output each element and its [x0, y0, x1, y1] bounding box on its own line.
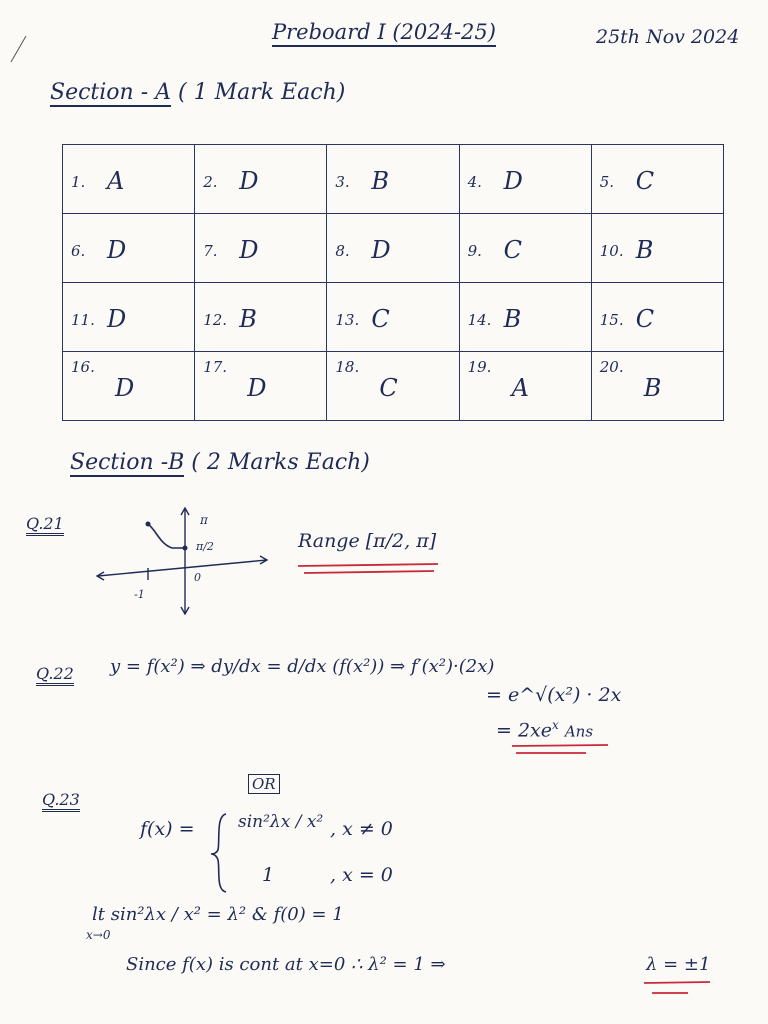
- answer-cell: [195, 214, 327, 283]
- question-number: 17.: [203, 358, 228, 376]
- question-number: 7.: [203, 242, 218, 260]
- q21-label: Q.21: [26, 514, 64, 533]
- page-title: Preboard I (2024-25): [272, 20, 496, 47]
- question-number: 20.: [599, 358, 624, 376]
- since-line: Since f(x) is cont at x=0 ∴ λ² = 1 ⇒: [126, 954, 446, 975]
- section-b-heading: [70, 450, 370, 475]
- brace-path: [211, 814, 226, 892]
- question-number: 19.: [467, 358, 492, 376]
- red-underline: [304, 571, 434, 573]
- label-origin: 0: [194, 571, 201, 584]
- section-b-note: ( 2 Marks Each): [191, 450, 370, 475]
- final-answer-underline: [640, 978, 720, 1002]
- answer-letter: D: [239, 236, 259, 264]
- question-number: 6.: [71, 242, 86, 260]
- answer-cell: [459, 214, 591, 283]
- red-underline: [512, 745, 608, 746]
- answer-cell: [591, 214, 723, 283]
- section-a-note: ( 1 Mark Each): [178, 80, 346, 105]
- answer-letter: A: [107, 167, 125, 195]
- q23-label: Q.23: [42, 790, 80, 809]
- q22-result: = 2xe: [496, 719, 553, 742]
- check-mark: [11, 36, 27, 62]
- curve-endpoint: [146, 522, 151, 527]
- q21-range: Range [π/2, π]: [298, 530, 437, 552]
- answer-cell: [195, 145, 327, 214]
- question-number: 8.: [335, 242, 350, 260]
- answer-cell: [195, 352, 327, 421]
- question-number: 15.: [599, 311, 624, 329]
- answer-letter: D: [503, 167, 523, 195]
- section-a-title: Section - A: [50, 80, 172, 105]
- answer-letter: B: [503, 305, 522, 333]
- question-number: 11.: [71, 311, 95, 329]
- answer-table: [62, 144, 724, 421]
- section-a-heading: [50, 80, 345, 105]
- answer-letter: A: [511, 374, 529, 402]
- case-1-expr: sin²λx / x²: [238, 812, 324, 832]
- curve-endpoint: [183, 546, 188, 551]
- answer-letter: C: [371, 305, 390, 333]
- answer-letter: B: [371, 167, 390, 195]
- answer-letter: D: [107, 305, 127, 333]
- answer-cell: [327, 283, 459, 352]
- label-pi-half: π/2: [196, 540, 214, 553]
- label-pi: π: [200, 513, 208, 527]
- final-answer: λ = ±1: [646, 954, 711, 975]
- question-number: 13.: [335, 311, 360, 329]
- answer-letter: B: [239, 305, 257, 333]
- answer-cell: [63, 145, 195, 214]
- question-number: 18.: [335, 358, 360, 376]
- red-underline: [644, 982, 710, 983]
- answer-cell: [63, 214, 195, 283]
- q22-answer-underline: [508, 740, 618, 760]
- answer-letter: C: [635, 305, 655, 333]
- q22-ans-label: Ans: [564, 722, 594, 741]
- question-number: 3.: [335, 173, 350, 191]
- answer-cell: [327, 145, 459, 214]
- question-number: 14.: [467, 311, 492, 329]
- question-number: 1.: [71, 173, 86, 191]
- answer-letter: D: [107, 236, 127, 264]
- q22-line-3: [496, 718, 593, 741]
- answer-letter: C: [503, 236, 522, 264]
- answer-cell: [327, 214, 459, 283]
- answer-cell: [591, 283, 723, 352]
- section-b-title: Section -B: [70, 450, 185, 475]
- case-1-condition: , x ≠ 0: [330, 818, 393, 840]
- answer-cell: [459, 352, 591, 421]
- question-number: 10.: [599, 242, 624, 260]
- answer-cell: [591, 145, 723, 214]
- answer-cell: [591, 352, 723, 421]
- answer-letter: C: [379, 374, 398, 402]
- q22-label: Q.22: [36, 664, 74, 683]
- answer-cell: [63, 352, 195, 421]
- q22-line-1: y = f(x²) ⇒ dy/dx = d/dx (f(x²)) ⇒ f′(x²)·(2x): [110, 656, 495, 677]
- answer-cell: [63, 283, 195, 352]
- case-2-expr: 1: [262, 864, 275, 886]
- exam-date: 25th Nov 2024: [596, 26, 740, 48]
- question-number: 2.: [203, 173, 218, 191]
- answer-letter: C: [635, 167, 655, 195]
- limit-subscript: x→0: [86, 928, 111, 942]
- answer-letter: B: [635, 236, 654, 264]
- curve: [148, 524, 185, 548]
- question-number: 4.: [467, 173, 482, 191]
- question-number: 9.: [467, 242, 482, 260]
- x-axis-line: [98, 560, 267, 576]
- question-number: 16.: [71, 358, 95, 376]
- red-underline: [298, 564, 438, 566]
- answer-letter: D: [247, 374, 267, 402]
- answer-letter: D: [239, 167, 259, 195]
- q22-line-2: = e^√(x²) · 2x: [486, 684, 622, 706]
- answer-cell: [459, 145, 591, 214]
- answer-letter: D: [115, 374, 135, 402]
- label-neg-one: -1: [134, 588, 145, 601]
- answer-cell: [459, 283, 591, 352]
- answer-letter: D: [371, 236, 391, 264]
- piecewise-brace: [208, 810, 232, 896]
- q22-exponent: x: [552, 718, 559, 732]
- limit-line: lt sin²λx / x² = λ² & f(0) = 1: [92, 904, 344, 925]
- question-number: 12.: [203, 311, 228, 329]
- question-number: 5.: [599, 173, 615, 191]
- q21-graph: [92, 500, 277, 618]
- answer-cell: [195, 283, 327, 352]
- case-2-condition: , x = 0: [330, 864, 393, 886]
- f-lhs: f(x) =: [140, 818, 195, 840]
- q21-range-underline: [294, 560, 444, 580]
- answer-cell: [327, 352, 459, 421]
- answer-letter: B: [643, 374, 662, 402]
- or-box: OR: [248, 774, 280, 793]
